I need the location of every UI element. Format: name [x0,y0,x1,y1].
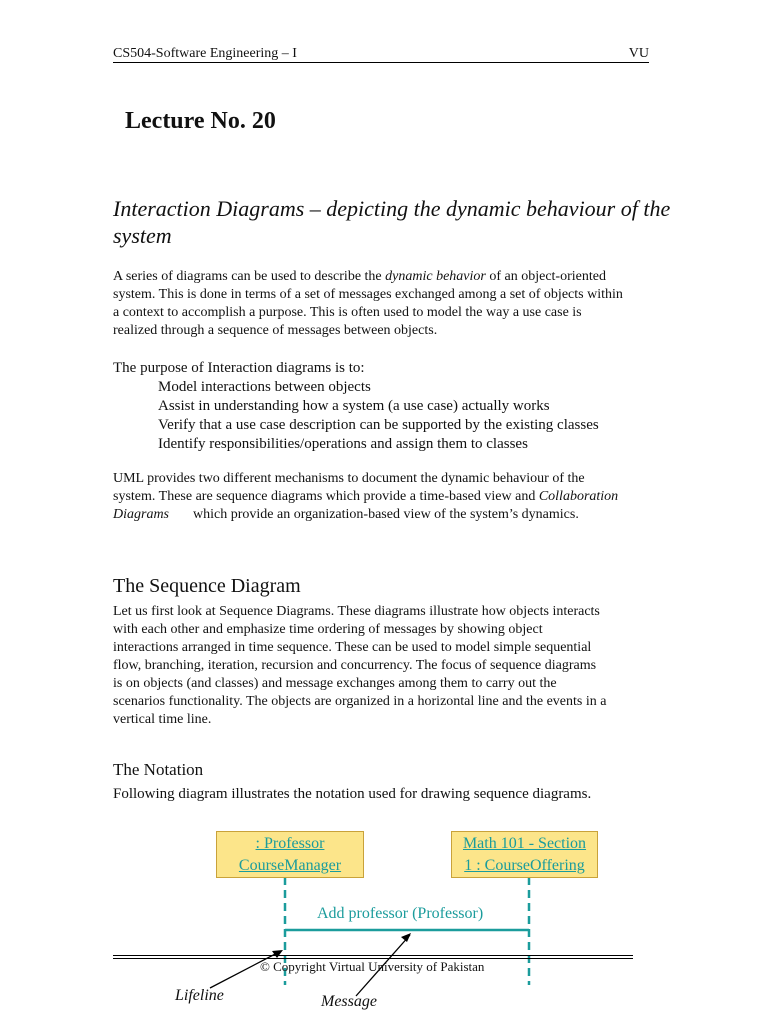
purpose-intro: The purpose of Interaction diagrams is to: [113,360,365,376]
message-label: Add professor (Professor) [317,905,484,922]
university-abbrev: VU [628,46,649,61]
uml-text-pre: UML provides two different mechanisms to document the dynamic behaviour of the system. These are sequence diagrams which provide a time-based view and [113,471,585,504]
intro-emphasis: dynamic behavior [385,269,486,284]
sequence-paragraph: Let us first look at Sequence Diagrams. These diagrams illustrate how objects interacts with each other and emphasize time ordering of messages by showing object interactions arranged in time sequence. These can be used to model simple sequential flow, branching, iteration, recursion and concurrency. The focus of sequence diagrams is on objects (and classes) and message exchanges among them to carry out the scenarios functionality. The objects are organized in a horizontal line and the events in a vertical time line. [113,604,607,727]
object-name-line1: : Professor [255,835,325,852]
object-box-course-offering [451,831,598,878]
intro-text-post: of an object-oriented system. This is done in terms of a set of messages exchanged among a set of objects within a context to accomplish a purpose. This is often used to model the way a use case is realized through a sequence of messages between objects. [113,269,623,338]
notation-heading: The Notation [113,760,204,779]
list-item: Identify responsibilities/operations and assign them to classes [158,436,528,452]
intro-text-pre: A series of diagrams can be used to describe the [113,269,386,284]
object-name-line1: Math 101 - Section [462,835,587,852]
list-item: Verify that a use case description can be supported by the existing classes [158,417,599,433]
section-title: Interaction Diagrams – depicting the dynamic behaviour of the system [113,196,671,248]
list-item: Assist in understanding how a system (a use case) actually works [158,398,550,414]
message-callout: Message [321,993,377,1010]
uml-text-post: which provide an organization-based view of the system’s dynamics. [193,507,579,522]
lecture-title: Lecture No. 20 [125,108,276,134]
course-title: CS504-Software Engineering – I [113,46,297,61]
lifeline-callout: Lifeline [175,987,224,1004]
uml-emphasis: Collaboration Diagrams [113,489,619,522]
list-item: Model interactions between objects [158,379,371,395]
object-box-professor [216,831,364,878]
footer-rule [113,955,633,956]
sequence-heading: The Sequence Diagram [113,575,301,597]
object-name-line2: 1 : CourseOffering [464,857,585,874]
lifeline-callout-arrowhead [272,950,283,958]
message-callout-arrowhead [401,933,411,942]
copyright-text: © Copyright Virtual University of Pakistan [260,959,485,974]
object-name-line2: CourseManager [238,857,342,874]
notation-paragraph: Following diagram illustrates the notation used for drawing sequence diagrams. [113,786,592,802]
